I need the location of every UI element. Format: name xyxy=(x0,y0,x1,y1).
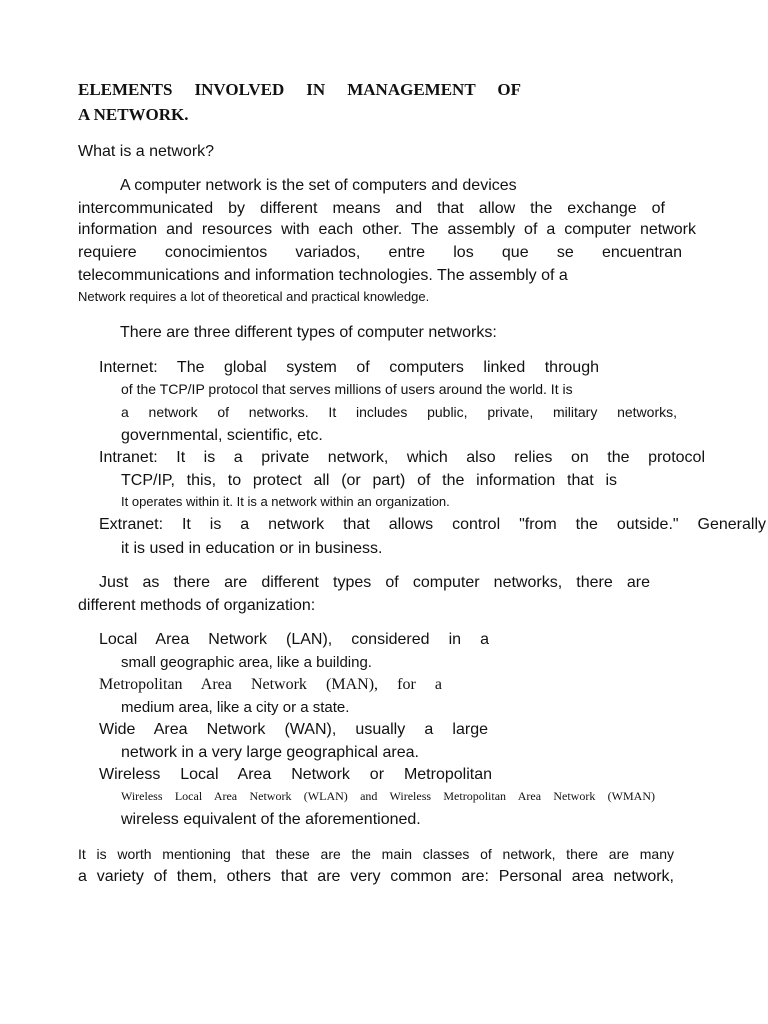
type-item-internet: Internet: The global system of computers linked through xyxy=(99,359,599,376)
method-item-line: wireless equivalent of the aforementioned. xyxy=(121,811,421,828)
closing-line: It is worth mentioning that these are the main classes of network, there are many xyxy=(78,846,674,862)
method-item-line: Wireless Local Area Network (WLAN) and Wireless Metropolitan Area Network (WMAN) xyxy=(121,789,655,803)
methods-intro-line: different methods of organization: xyxy=(78,597,316,614)
method-item-line: medium area, like a city or a state. xyxy=(121,699,350,716)
document-title-line-1: ELEMENTS INVOLVED IN MANAGEMENT OF xyxy=(78,80,521,99)
method-item-lan: Local Area Network (LAN), considered in a xyxy=(99,631,489,648)
type-item-line: a network of networks. It includes public, private, military networks, xyxy=(121,404,677,420)
type-item-line: it is used in education or in business. xyxy=(121,540,383,557)
type-item-line: governmental, scientific, etc. xyxy=(121,427,323,444)
type-item-line: It operates within it. It is a network within an organization. xyxy=(121,494,450,509)
method-item-wireless: Wireless Local Area Network or Metropolitan xyxy=(99,766,492,783)
type-item-extranet: Extranet: It is a network that allows control "from the outside." Generally xyxy=(99,516,766,533)
methods-intro-line: Just as there are different types of computer networks, there are xyxy=(99,574,650,591)
intro-line: Network requires a lot of theoretical and practical knowledge. xyxy=(78,289,430,304)
method-item-man: Metropolitan Area Network (MAN), for a xyxy=(99,676,442,693)
type-item-line: of the TCP/IP protocol that serves millions of users around the world. It is xyxy=(121,381,573,397)
method-item-line: small geographic area, like a building. xyxy=(121,654,372,671)
intro-line: requiere conocimientos variados, entre los que se encuentran xyxy=(78,244,682,261)
type-item-intranet: Intranet: It is a private network, which also relies on the protocol xyxy=(99,449,705,466)
method-item-wan: Wide Area Network (WAN), usually a large xyxy=(99,721,488,738)
types-heading: There are three different types of computer networks: xyxy=(120,324,497,341)
type-item-line: TCP/IP, this, to protect all (or part) of the information that is xyxy=(121,472,617,489)
section-question: What is a network? xyxy=(78,143,215,160)
document-title-line-2: A NETWORK. xyxy=(78,105,189,124)
intro-line: intercommunicated by different means and that allow the exchange of xyxy=(78,200,665,217)
intro-line: information and resources with each other. The assembly of a computer network xyxy=(78,221,696,238)
intro-line: telecommunications and information technologies. The assembly of a xyxy=(78,267,568,284)
closing-line: a variety of them, others that are very common are: Personal area network, xyxy=(78,868,674,885)
intro-line: A computer network is the set of computers and devices xyxy=(120,177,517,194)
method-item-line: network in a very large geographical area. xyxy=(121,744,419,761)
